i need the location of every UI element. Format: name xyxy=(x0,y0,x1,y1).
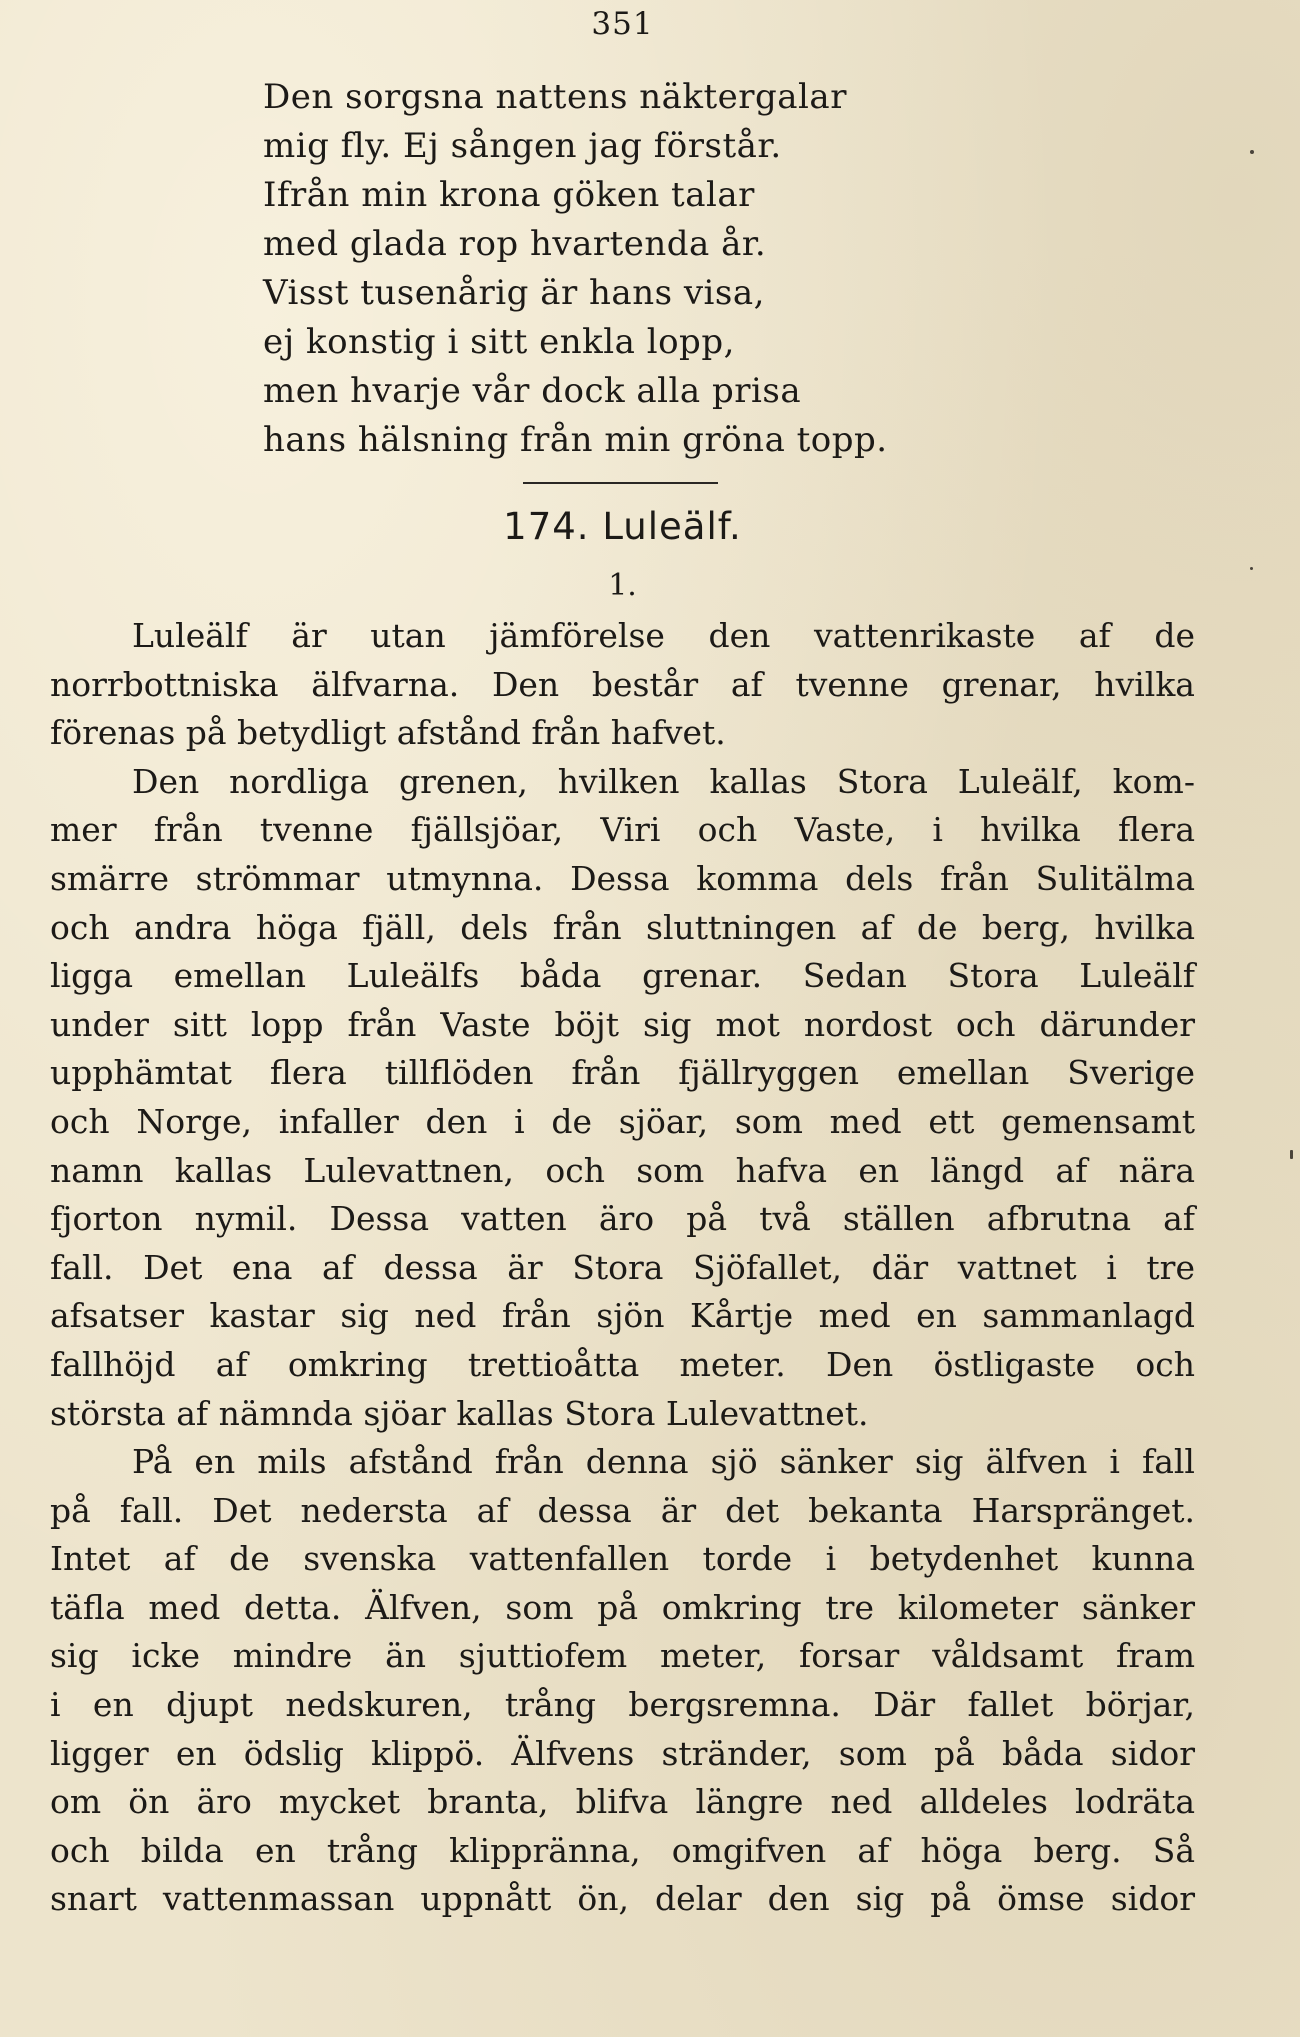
paper-speck xyxy=(1250,567,1253,570)
body-line: fjorton nymil. Dessa vatten äro på två ställen afbrutna af xyxy=(50,1199,1195,1239)
paper-speck xyxy=(1290,1150,1293,1159)
poem-line: men hvarje vår dock alla prisa xyxy=(263,371,802,411)
body-line: och bilda en trång klippränna, omgifven af höga berg. Så xyxy=(50,1830,1195,1870)
body-line: Den nordliga grenen, hvilken kallas Stora Luleälf, kom- xyxy=(132,761,1195,801)
poem-line: Den sorgsna nattens näktergalar xyxy=(263,77,847,117)
body-line: största af nämnda sjöar kallas Stora Lulevattnet. xyxy=(50,1393,869,1433)
poem-line: hans hälsning från min gröna topp. xyxy=(263,420,888,460)
body-line: Luleälf är utan jämförelse den vattenrikaste af de xyxy=(132,616,1195,655)
body-text xyxy=(50,612,1195,1924)
body-line: ligger en ödslig klippö. Älfvens stränder, som på båda sidor xyxy=(50,1733,1195,1773)
poem-line: med glada rop hvartenda år. xyxy=(263,224,767,264)
body-line: smärre strömmar utmynna. Dessa komma dels från Sulitälma xyxy=(50,858,1195,898)
body-line: namn kallas Lulevattnen, och som hafva en längd af nära xyxy=(50,1150,1195,1190)
body-line: fall. Det ena af dessa är Stora Sjöfallet, där vattnet i tre xyxy=(50,1247,1195,1287)
body-line: fallhöjd af omkring trettioåtta meter. Den östligaste och xyxy=(50,1344,1195,1384)
book-page xyxy=(50,0,1195,2037)
poem-stanza xyxy=(263,73,888,465)
body-line: snart vattenmassan uppnått ön, delar den sig på ömse sidor xyxy=(50,1879,1195,1919)
body-line: och Norge, infaller den i de sjöar, som med ett gemensamt xyxy=(50,1101,1195,1141)
body-line: i en djupt nedskuren, trång bergsremna. Där fallet börjar, xyxy=(50,1685,1195,1725)
poem-line: ej konstig i sitt enkla lopp, xyxy=(263,322,735,362)
body-line: mer från tvenne fjällsjöar, Viri och Vaste, i hvilka flera xyxy=(50,810,1195,850)
section-heading: 174. Luleälf. xyxy=(503,505,742,548)
body-line: ligga emellan Luleälfs båda grenar. Sedan Stora Luleälf xyxy=(50,956,1195,996)
poem-line: mig fly. Ej sången jag förstår. xyxy=(263,126,782,166)
section-subheading: 1. xyxy=(608,568,637,603)
page-number: 351 xyxy=(591,6,654,42)
body-line: Intet af de svenska vattenfallen torde i betydenhet kunna xyxy=(50,1539,1195,1579)
body-line: om ön äro mycket branta, blifva längre ned alldeles lodräta xyxy=(50,1782,1195,1822)
body-line: upphämtat flera tillflöden från fjällryggen emellan Sverige xyxy=(50,1053,1195,1093)
paper-speck xyxy=(1250,150,1254,154)
body-line: på fall. Det nedersta af dessa är det bekanta Harspränget. xyxy=(50,1490,1195,1530)
body-line: täfla med detta. Älfven, som på omkring tre kilometer sänker xyxy=(50,1587,1195,1627)
body-line: På en mils afstånd från denna sjö sänker sig älfven i fall xyxy=(132,1442,1195,1482)
body-line: norrbottniska älfvarna. Den består af tvenne grenar, hvilka xyxy=(50,664,1195,704)
body-line: afsatser kastar sig ned från sjön Kårtje med en sammanlagd xyxy=(50,1296,1195,1336)
body-line: förenas på betydligt afstånd från hafvet. xyxy=(50,713,726,753)
poem-line: Ifrån min krona göken talar xyxy=(263,175,755,215)
poem-line: Visst tusenårig är hans visa, xyxy=(263,273,765,313)
body-line: under sitt lopp från Vaste böjt sig mot nordost och därunder xyxy=(50,1004,1195,1044)
body-line: sig icke mindre än sjuttiofem meter, forsar våldsamt fram xyxy=(50,1636,1195,1676)
section-divider xyxy=(523,482,718,484)
body-line: och andra höga fjäll, dels från sluttningen af de berg, hvilka xyxy=(50,907,1195,947)
